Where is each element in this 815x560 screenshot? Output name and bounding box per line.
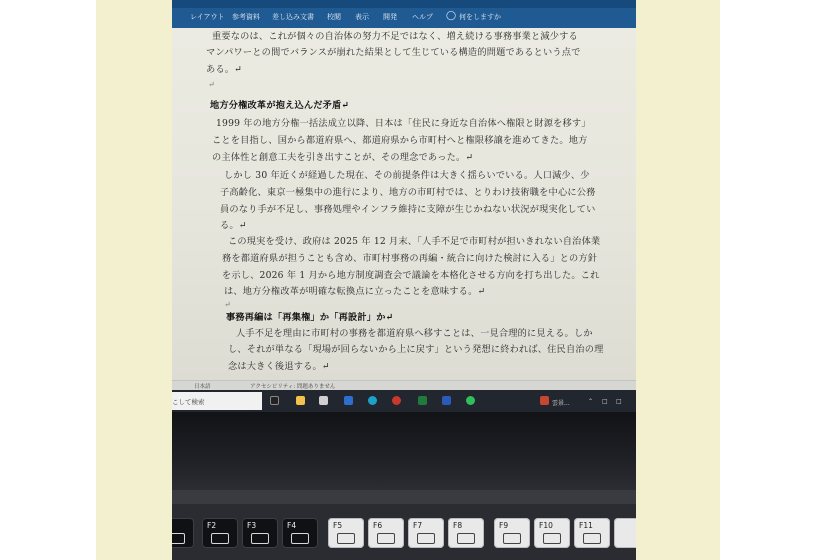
- left-background-band: [96, 0, 172, 560]
- ribbon-title-strip: [172, 0, 636, 8]
- paragraph-mark: ↵: [208, 80, 215, 89]
- key-f6[interactable]: [368, 518, 404, 548]
- brightness-up-icon: [251, 533, 269, 544]
- volume-down-icon: [377, 533, 395, 544]
- section-heading: 事務再編は「再集権」か「再設計」か↵: [226, 312, 394, 323]
- taskbar-search-text: こして検索: [172, 398, 205, 406]
- tab-developer[interactable]: 開発: [383, 13, 397, 21]
- keyboard: [172, 504, 636, 560]
- right-background-band: [636, 0, 720, 560]
- line-icon[interactable]: [466, 396, 475, 405]
- key-label: F11: [579, 521, 593, 530]
- key-label: F9: [499, 521, 509, 530]
- key-label: F2: [207, 521, 217, 530]
- outlook-icon[interactable]: [344, 396, 353, 405]
- laptop-photo: [172, 0, 636, 560]
- tab-layout[interactable]: レイアウト: [190, 13, 225, 21]
- doc-line: る。↵: [220, 220, 247, 231]
- key-f3[interactable]: [242, 518, 278, 548]
- doc-line: は、地方分権改革が明確な転換点に立ったことを意味する。↵: [224, 286, 486, 297]
- key-label: F4: [287, 521, 297, 530]
- key-f7[interactable]: [408, 518, 444, 548]
- task-view-icon[interactable]: [270, 396, 279, 405]
- section-heading: 地方分権改革が抱え込んだ矛盾↵: [210, 100, 350, 111]
- doc-line: の主体性と創意工夫を引き出すことが、その理念であった。↵: [212, 152, 474, 163]
- tell-me-search[interactable]: 何をしますか: [459, 13, 501, 21]
- file-explorer-icon[interactable]: [296, 396, 305, 405]
- key-f8[interactable]: [448, 518, 484, 548]
- key-label: F7: [413, 521, 423, 530]
- key-label: F10: [539, 521, 553, 530]
- doc-line: し、それが単なる「現場が回らないから上に戻す」という発想に終われば、住民自治の理: [228, 344, 604, 355]
- key-f2[interactable]: [202, 518, 238, 548]
- tray-chevron-icon[interactable]: ⌃: [588, 398, 594, 405]
- doc-line: マンパワーとの間でバランスが崩れた結果として生じている構造的問題であるという点で: [206, 47, 581, 58]
- doc-line: 人手不足を理由に市町村の事務を都道府県へ移すことは、一見合理的に見える。しか: [236, 328, 593, 339]
- key-f10[interactable]: [534, 518, 570, 548]
- key-f12[interactable]: [614, 518, 636, 548]
- doc-line: 子高齢化、東京一極集中の進行により、地方の市町村では、とりわけ技術職を中心に公務: [220, 187, 596, 198]
- weather-text[interactable]: 雲景...: [552, 400, 570, 407]
- volume-icon[interactable]: □: [616, 398, 622, 405]
- microphone-icon: [457, 533, 475, 544]
- weather-icon: [540, 396, 549, 405]
- key-icon: [583, 533, 601, 544]
- tab-references[interactable]: 参考資料: [232, 13, 260, 21]
- excel-icon[interactable]: [418, 396, 427, 405]
- key-f9[interactable]: [494, 518, 530, 548]
- tab-view[interactable]: 表示: [355, 13, 369, 21]
- network-icon[interactable]: □: [602, 398, 608, 405]
- key-f5[interactable]: [328, 518, 364, 548]
- display-icon: [291, 533, 309, 544]
- doc-line: 1999 年の地方分権一括法成立以降、日本は「住民に身近な自治体へ権限と財源を移す」: [216, 118, 591, 129]
- edge-icon[interactable]: [368, 396, 377, 405]
- settings-icon: [503, 533, 521, 544]
- language-indicator[interactable]: 日本語: [194, 384, 211, 390]
- key-label: F8: [453, 521, 463, 530]
- mute-icon: [337, 533, 355, 544]
- doc-line: この現実を受け、政府は 2025 年 12 月末、「人手不足で市町村が担いきれない自治体業: [228, 236, 601, 247]
- key-icon: [543, 533, 561, 544]
- windows-taskbar: [172, 390, 636, 412]
- brightness-down-icon: [211, 533, 229, 544]
- taskbar-search-box[interactable]: [172, 392, 262, 410]
- laptop-hinge: [172, 490, 636, 504]
- tab-review[interactable]: 校閲: [327, 13, 341, 21]
- doc-line: しかし 30 年近くが経過した現在、その前提条件は大きく揺らいでいる。人口減少、少: [224, 170, 590, 181]
- doc-line: 重要なのは、これが個々の自治体の努力不足ではなく、増え続ける事務事業と減少する: [212, 31, 578, 42]
- doc-line: 務を都道府県が担うことも含め、市町村事務の再編・統合に向けた検討に入る」との方針: [222, 253, 598, 264]
- doc-line: 員のなり手が不足し、事務処理やインフラ維持に支障が生じかねない状況が現実化してい: [220, 204, 596, 215]
- laptop-bezel: [172, 412, 636, 490]
- doc-line: ある。↵: [206, 64, 243, 75]
- paragraph-mark: ↵: [224, 300, 231, 309]
- doc-line: ことを目指し、国から都道府県へ、都道府県から市町村へと権限移譲を進めてきた。地方: [212, 135, 588, 146]
- key-icon: [172, 533, 185, 544]
- word-ribbon: [172, 0, 636, 28]
- key-label: F5: [333, 521, 343, 530]
- tab-mailings[interactable]: 差し込み文書: [272, 13, 314, 21]
- tab-help[interactable]: ヘルプ: [412, 13, 433, 21]
- key-f11[interactable]: [574, 518, 610, 548]
- doc-line: を示し、2026 年 1 月から地方制度調査会で議論を本格化させる方向を打ち出した。これ: [222, 270, 600, 281]
- key-f1[interactable]: [172, 518, 194, 548]
- volume-up-icon: [417, 533, 435, 544]
- key-label: F6: [373, 521, 383, 530]
- lightbulb-icon: ◯: [446, 11, 457, 21]
- app-icon[interactable]: [319, 396, 328, 405]
- document-page[interactable]: [172, 28, 636, 380]
- doc-line: 念は大きく後退する。↵: [228, 361, 330, 372]
- chrome-icon[interactable]: [392, 396, 401, 405]
- key-f4[interactable]: [282, 518, 318, 548]
- key-label: F3: [247, 521, 257, 530]
- word-icon[interactable]: [442, 396, 451, 405]
- accessibility-status[interactable]: アクセシビリティ: 問題ありません: [250, 384, 336, 390]
